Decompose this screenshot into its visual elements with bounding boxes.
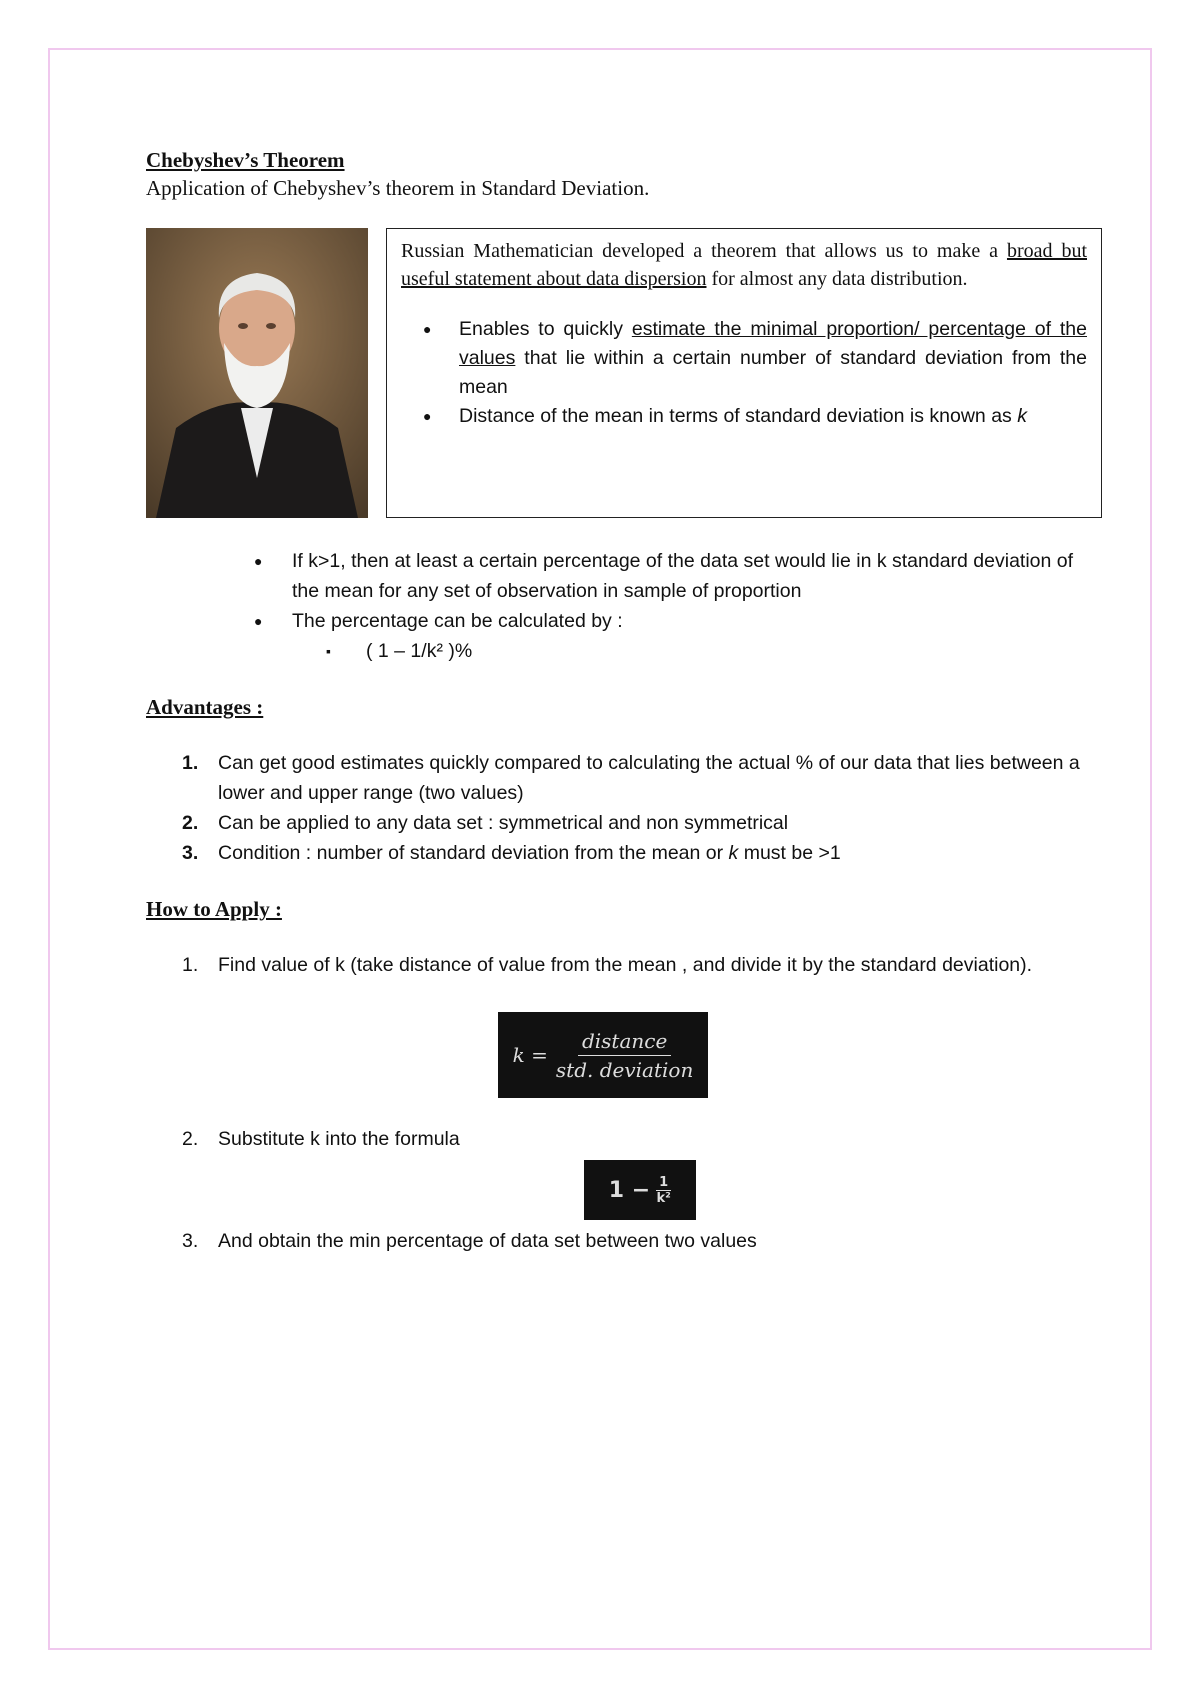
sub-bullet-list — [292, 636, 1102, 666]
list-item: 3. Condition : number of standard deviation from the mean or k must be >1 — [182, 842, 841, 864]
list-item: 1. Find value of k (take distance of value from the mean , and divide it by the standard deviation). — [182, 954, 1033, 976]
document-title: Chebyshev’s Theorem — [146, 148, 345, 172]
list-item: 2. Substitute k into the formula — [182, 1128, 460, 1150]
how-to-apply-list-cont — [146, 1124, 1102, 1154]
intro-section — [146, 228, 1102, 518]
portrait-image — [146, 228, 368, 518]
document-body — [146, 146, 1102, 1256]
list-item: ● If k>1, then at least a certain percentage of the data set would lie in k standard deviation of the mean for any set of observation in sample of proportion — [292, 546, 1102, 606]
percentage-bullet-list — [146, 546, 1102, 666]
how-to-apply-list-end — [146, 1226, 1102, 1256]
intro-bullet-item: ● Distance of the mean in terms of standard deviation is known as k — [459, 402, 1087, 431]
list-item: 3. And obtain the min percentage of data set between two values — [182, 1230, 757, 1252]
underlined-phrase: broad but useful statement about data dispersion — [401, 240, 1088, 290]
k-formula-image: k = $\frac{\text{distance}}{\text{std. deviation}}$ — [498, 1012, 708, 1098]
intro-paragraph: Russian Mathematician developed a theorem that allows us to make a broad but useful statement about data dispersion for almost any data distribution. — [401, 240, 1088, 290]
list-item: 2. Can be applied to any data set : symmetrical and non symmetrical — [182, 812, 789, 834]
list-item: ● The percentage can be calculated by : ▪ ( 1 – 1/k² )% — [292, 606, 1102, 666]
intro-info-box — [386, 228, 1102, 518]
document-subtitle: Application of Chebyshev’s theorem in Standard Deviation. — [146, 176, 650, 200]
intro-bullet-item: ● Enables to quickly estimate the minimal proportion/ percentage of the values that lie within a certain number of standard deviation from the mean — [459, 315, 1087, 402]
advantages-heading: Advantages : — [146, 695, 264, 719]
advantages-list — [146, 748, 1102, 868]
list-item: 1. Can get good estimates quickly compared to calculating the actual % of our data that lies between a lower and upper range (two values) — [182, 752, 1080, 804]
percentage-formula-image: 1 − $\frac{1}{\text{k²}}$ — [584, 1160, 696, 1220]
intro-bullet-list — [401, 315, 1087, 431]
percentage-formula-text: ▪ ( 1 – 1/k² )% — [366, 636, 1102, 666]
how-to-apply-list — [146, 950, 1102, 980]
how-to-apply-heading: How to Apply : — [146, 897, 282, 921]
